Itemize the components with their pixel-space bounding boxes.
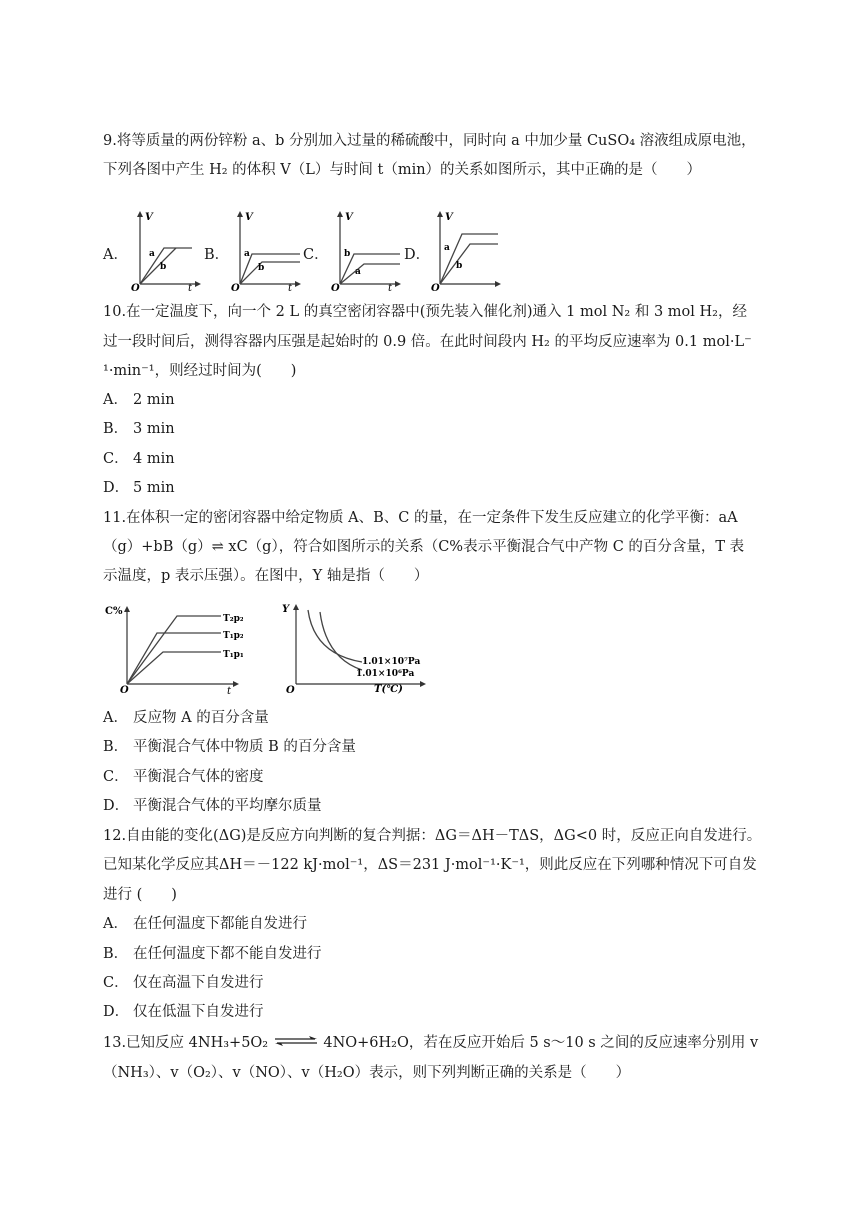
q10-option-b-text: 3 min — [133, 421, 175, 437]
q13-stem-line1 — [103, 1033, 758, 1053]
q10-stem-line1: 10.在一定温度下，向一个 2 L 的真空密闭容器中(预先装入催化剂)通入 1 mol N₂ 和 3 mol H₂，经 — [103, 304, 747, 320]
q11-fig1-origin: O — [120, 685, 129, 696]
q11-stem-line1: 11.在体积一定的密闭容器中给定物质 A、B、C 的量，在一定条件下发生反应建立的化学平衡：aA — [103, 510, 738, 526]
q11-graph-y-vs-temperature — [280, 598, 430, 702]
q11-option-c-key: C． — [103, 769, 129, 785]
q11-option-c-text: 平衡混合气体的密度 — [133, 769, 264, 785]
q12-stem-line1: 12.自由能的变化(ΔG)是反应方向判断的复合判据：ΔG＝ΔH－TΔS，ΔG<0 时，反应正向自发进行。 — [103, 828, 762, 844]
q11-stem-line2: （g）+bB（g）⇌ xC（g），符合如图所示的关系（C%表示平衡混合气中产物 C 的百分含量，T 表 — [103, 539, 745, 555]
q11-graph-c-percent-vs-time — [103, 598, 243, 702]
q10-option-b[interactable] — [103, 419, 175, 439]
q12-option-a-text: 在任何温度下都能自发进行 — [133, 916, 307, 932]
q12-option-d-text: 仅在低温下自发进行 — [133, 1004, 264, 1020]
q12-option-c-text: 仅在高温下自发进行 — [133, 975, 264, 991]
q9b-axis-v: V — [245, 212, 253, 223]
q9c-origin: O — [331, 283, 340, 292]
q10-option-b-key: B． — [103, 421, 129, 437]
q11-fig2-ylabel: Y — [282, 604, 290, 615]
q9a-axis-v: V — [145, 212, 153, 223]
q9a-label-b: b — [160, 262, 167, 272]
q10-option-d-key: D． — [103, 480, 130, 496]
q9-option-a-key: A． — [103, 247, 128, 263]
q11-fig2-origin: O — [286, 685, 295, 696]
q9c-axis-v: V — [345, 212, 353, 223]
q9-stem-line1: 9.将等质量的两份锌粉 a、b 分别加入过量的稀硫酸中，同时向 a 中加少量 CuSO₄ 溶液组成原电池， — [103, 133, 756, 149]
q13-stem-line1-pre: 13.已知反应 4NH₃+5O₂ — [103, 1035, 269, 1051]
q10-option-c-text: 4 min — [133, 451, 175, 467]
q13-stem-line1-post: 4NO+6H₂O，若在反应开始后 5 s～10 s 之间的反应速率分别用 v — [323, 1035, 759, 1051]
q9-graph-b — [230, 208, 302, 296]
q11-fig1-label-t2p2: T₂p₂ — [223, 614, 243, 624]
q11-option-a[interactable] — [103, 708, 269, 728]
q10-stem-line2: 过一段时间后，测得容器内压强是起始时的 0.9 倍。在此时间段内 H₂ 的平均反应速率为 0.1 mol·L⁻ — [103, 334, 752, 350]
q10-option-d-text: 5 min — [133, 480, 175, 496]
q11-fig1-xlabel: t — [227, 686, 232, 697]
q10-option-c-key: C． — [103, 451, 129, 467]
q11-option-d-text: 平衡混合气体的平均摩尔质量 — [133, 798, 322, 814]
q11-option-d[interactable] — [103, 796, 322, 816]
q13-stem-line2: （NH₃）、v（O₂）、v（NO）、v（H₂O）表示，则下列判断正确的关系是（ ） — [103, 1065, 631, 1081]
q12-option-a[interactable] — [103, 914, 307, 934]
q11-option-d-key: D． — [103, 798, 130, 814]
q9-graph-c — [330, 208, 402, 296]
q10-option-d[interactable] — [103, 478, 175, 498]
q10-option-a-text: 2 min — [133, 392, 175, 408]
q11-fig1-label-t1p2: T₁p₂ — [223, 631, 243, 641]
q12-option-b[interactable] — [103, 944, 322, 964]
q11-option-c[interactable] — [103, 767, 264, 787]
q9a-axis-t: t — [188, 283, 193, 292]
q9-graph-d — [430, 208, 502, 296]
q9d-axis-v: V — [445, 212, 453, 223]
q10-option-c[interactable] — [103, 449, 175, 469]
q9a-label-a: a — [149, 249, 155, 259]
q11-option-b-key: B． — [103, 739, 129, 755]
q12-option-b-text: 在任何温度下都不能自发进行 — [133, 946, 322, 962]
q10-option-a[interactable] — [103, 390, 175, 410]
q11-fig2-label-1e6: 1.01×10⁶Pa — [356, 669, 415, 679]
q12-option-c[interactable] — [103, 973, 264, 993]
q12-stem-line3: 进行 ( ) — [103, 887, 177, 903]
q9-stem-line2: 下列各图中产生 H₂ 的体积 V（L）与时间 t（min）的关系如图所示，其中正确的是（ ） — [103, 162, 702, 178]
q12-option-b-key: B． — [103, 946, 129, 962]
q9b-label-b: b — [258, 263, 265, 273]
q9-option-c-key: C． — [303, 247, 329, 263]
q12-option-d[interactable] — [103, 1002, 264, 1022]
q9d-label-b: b — [456, 261, 463, 271]
q11-stem-line3: 示温度，p 表示压强）。在图中，Y 轴是指（ ） — [103, 568, 429, 584]
q10-option-a-key: A． — [103, 392, 128, 408]
q11-fig1-label-t1p1: T₁p₁ — [223, 650, 243, 660]
q9b-origin: O — [231, 283, 240, 292]
q9-option-d-key: D． — [404, 247, 431, 263]
q12-option-c-key: C． — [103, 975, 129, 991]
q9c-label-a: a — [355, 267, 361, 277]
q11-option-a-text: 反应物 A 的百分含量 — [133, 710, 269, 726]
q9-graph-a — [130, 208, 202, 296]
q9-option-b-key: B． — [204, 247, 230, 263]
q12-option-d-key: D． — [103, 1004, 130, 1020]
q9a-origin: O — [131, 283, 140, 292]
q11-fig2-xlabel: T(℃) — [374, 684, 403, 695]
q9d-label-a: a — [444, 243, 450, 253]
q12-stem-line2: 已知某化学反应其ΔH＝－122 kJ·mol⁻¹，ΔS＝231 J·mol⁻¹·K⁻¹，则此反应在下列哪种情况下可自发 — [103, 857, 757, 873]
q12-option-a-key: A． — [103, 916, 128, 932]
q11-fig1-ylabel: C% — [105, 606, 123, 617]
q9c-axis-t: t — [388, 283, 393, 292]
q11-option-b[interactable] — [103, 737, 356, 757]
q9b-axis-t: t — [288, 283, 293, 292]
q9b-label-a: a — [244, 249, 250, 259]
q11-option-a-key: A． — [103, 710, 128, 726]
q9c-label-b: b — [344, 249, 351, 259]
equilibrium-arrow-icon — [273, 1033, 319, 1053]
q11-fig2-label-1e7: 1.01×10⁷Pa — [362, 657, 421, 667]
q9d-origin: O — [431, 283, 440, 292]
q10-stem-line3: ¹·min⁻¹，则经过时间为( ) — [103, 363, 297, 379]
q11-option-b-text: 平衡混合气体中物质 B 的百分含量 — [133, 739, 356, 755]
